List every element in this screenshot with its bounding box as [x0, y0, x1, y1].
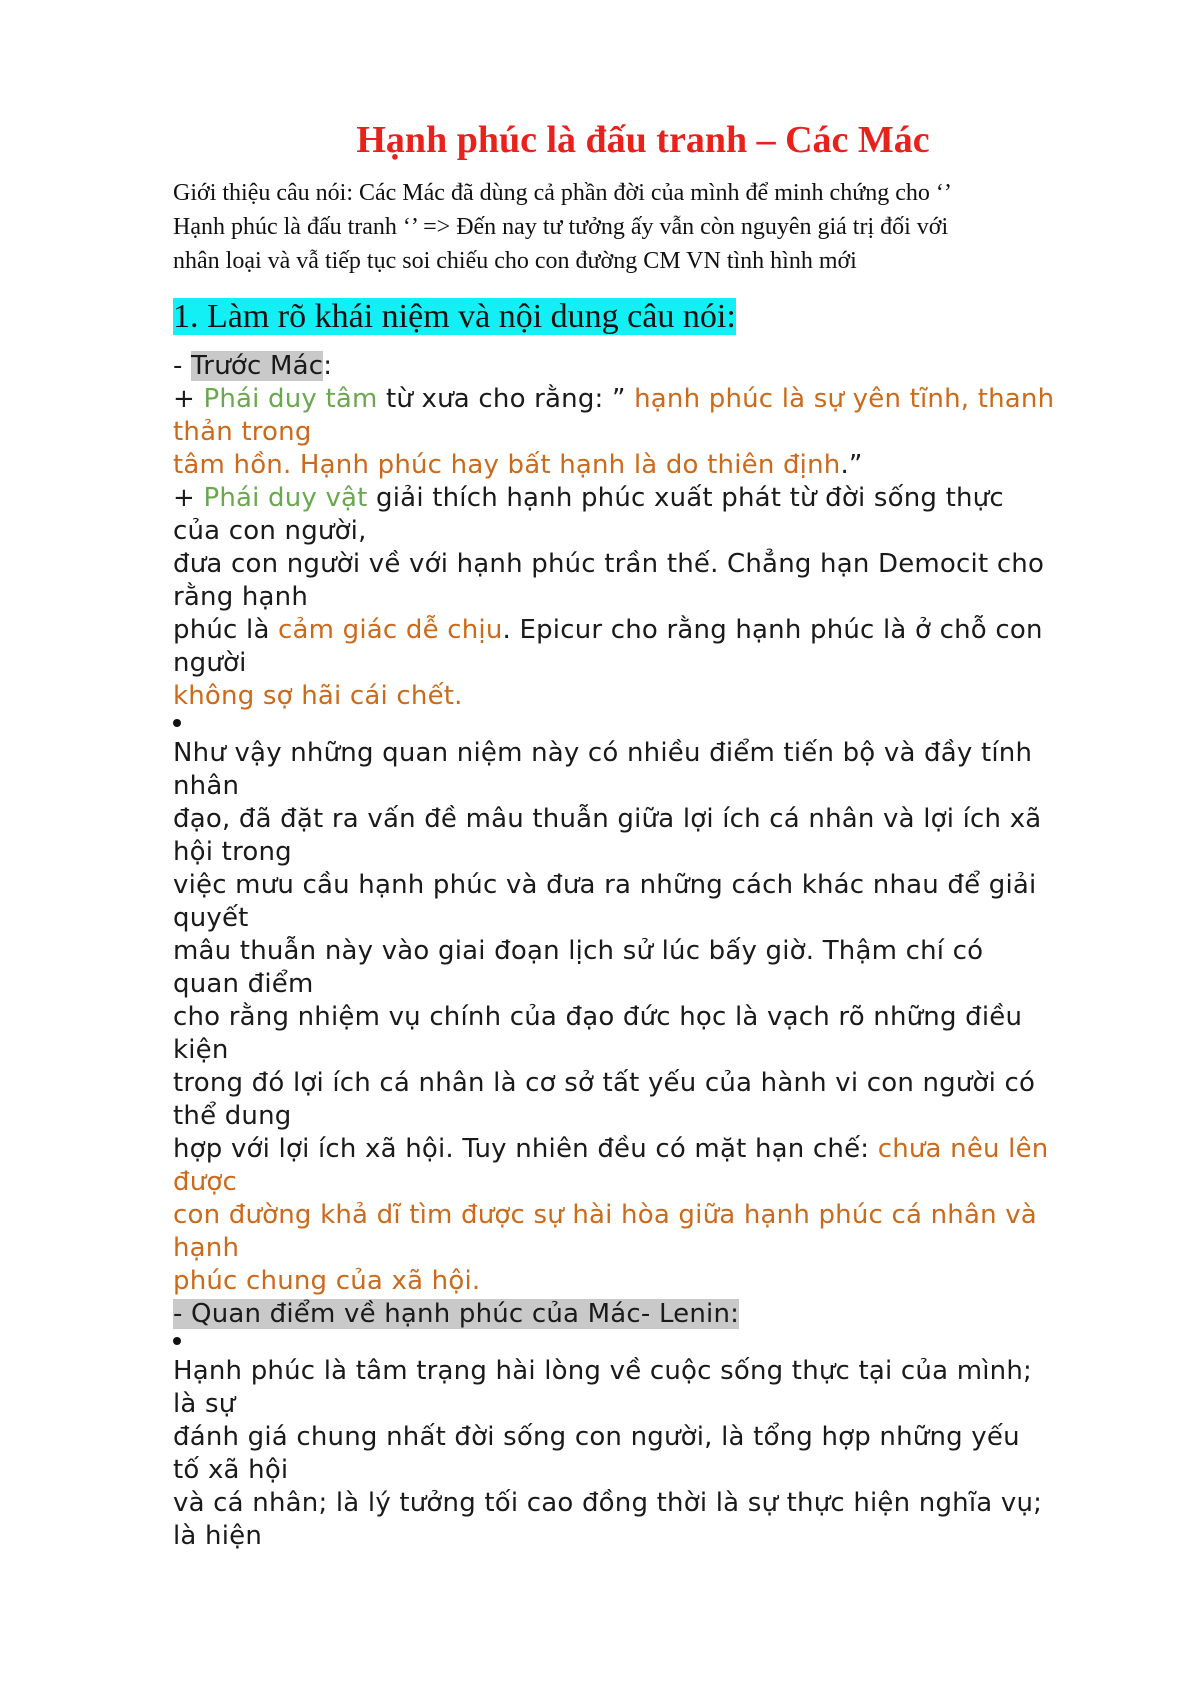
section-truoc-mac-label: Trước Mác [191, 351, 324, 381]
intro-line: nhân loại và vẫ tiếp tục soi chiếu cho con đường CM VN tình hình mới [173, 248, 857, 274]
duy-vat-line-2: của con người, [173, 516, 367, 546]
section-truoc-mac [173, 350, 1133, 383]
duy-vat-line-3: đưa con người về với hạnh phúc trần thế. Chẳng hạn Democit cho [173, 549, 1045, 579]
duy-vat-line-5 [173, 614, 1133, 647]
bullet-dot [173, 719, 181, 727]
paragraph-line: kiện [173, 1035, 229, 1065]
duy-vat-highlight: cảm giác dễ chịu [278, 615, 503, 645]
paragraph-line: đánh giá chung nhất đời sống con người, là tổng hợp những yếu [173, 1422, 1020, 1452]
paragraph-text: hợp với lợi ích xã hội. Tuy nhiên đều có mặt hạn chế: [173, 1134, 878, 1164]
section-mac-lenin [173, 1298, 1133, 1331]
paragraph-line: quyết [173, 903, 249, 933]
paragraph-line: hội trong [173, 837, 292, 867]
school-duy-vat: Phái duy vật [203, 483, 368, 513]
duy-vat-line-6: người [173, 648, 247, 678]
intro-paragraph [173, 176, 1133, 278]
duy-vat-line-4: rằng hạnh [173, 582, 309, 612]
limitation-line: hạnh [173, 1233, 240, 1263]
duy-tam-line-1 [173, 383, 1133, 416]
bullet [173, 713, 1133, 737]
duy-vat-text: giải thích hạnh phúc xuất phát từ đời sống thực [367, 483, 1004, 513]
limitation-line: con đường khả dĩ tìm được sự hài hòa giữa hạnh phúc cá nhân và [173, 1200, 1037, 1230]
duy-tam-line-2: thản trong [173, 417, 312, 447]
plus-prefix: + [173, 384, 204, 414]
duy-tam-quote-end: tâm hồn. Hạnh phúc hay bất hạnh là do thiên định [173, 450, 841, 480]
paragraph-line: mâu thuẫn này vào giai đoạn lịch sử lúc bấy giờ. Thậm chí có [173, 936, 984, 966]
paragraph-line: nhân [173, 771, 240, 801]
bullet [173, 1331, 1133, 1355]
document-page [173, 108, 1133, 1553]
paragraph-line: đạo, đã đặt ra vấn đề mâu thuẫn giữa lợi ích cá nhân và lợi ích xã [173, 804, 1042, 834]
duy-vat-line-7: không sợ hãi cái chết. [173, 681, 463, 711]
paragraph-line: là sự [173, 1389, 236, 1419]
section-mac-lenin-label: - Quan điểm về hạnh phúc của Mác- Lenin: [173, 1299, 740, 1329]
duy-vat-text: . Epicur cho rằng hạnh phúc là ở chỗ con [502, 615, 1043, 645]
bullet-dot [173, 1337, 181, 1345]
section-heading-1-text: 1. Làm rõ khái niệm và nội dung câu nói: [173, 298, 736, 335]
paragraph-line: cho rằng nhiệm vụ chính của đạo đức học là vạch rõ những điều [173, 1002, 1023, 1032]
paragraph-line: tố xã hội [173, 1455, 289, 1485]
limitation-line: phúc chung của xã hội. [173, 1266, 481, 1296]
duy-tam-line-3 [173, 449, 1133, 482]
paragraph-line [173, 1133, 1133, 1166]
paragraph-line: Như vậy những quan niệm này có nhiều điểm tiến bộ và đầy tính [173, 738, 1033, 768]
duy-vat-text: phúc là [173, 615, 279, 645]
dash-prefix: - [173, 351, 192, 381]
paragraph-line: trong đó lợi ích cá nhân là cơ sở tất yếu của hành vi con người có [173, 1068, 1036, 1098]
section-heading-1 [173, 292, 1133, 342]
paragraph-line: và cá nhân; là lý tưởng tối cao đồng thời là sự thực hiện nghĩa vụ; [173, 1488, 1043, 1518]
paragraph-line: là hiện [173, 1521, 262, 1551]
plus-prefix: + [173, 483, 204, 513]
duy-tam-quote: hạnh phúc là sự yên tĩnh, thanh [634, 384, 1055, 414]
paragraph-line: quan điểm [173, 969, 314, 999]
school-duy-tam: Phái duy tâm [203, 384, 378, 414]
document-body [173, 350, 1133, 1553]
paragraph-line: Hạnh phúc là tâm trạng hài lòng về cuộc sống thực tại của mình; [173, 1356, 1032, 1386]
paragraph-line: việc mưu cầu hạnh phúc và đưa ra những cách khác nhau để giải [173, 870, 1037, 900]
duy-tam-text: từ xưa cho rằng: ” [377, 384, 635, 414]
intro-line: Hạnh phúc là đấu tranh ‘’ => Đến nay tư tưởng ấy vẫn còn nguyên giá trị đối với [173, 214, 949, 240]
colon: : [323, 351, 333, 381]
limitation-line: được [173, 1167, 237, 1197]
document-title: Hạnh phúc là đấu tranh – Các Mác [356, 119, 930, 161]
duy-vat-line-1 [173, 482, 1133, 515]
limitation-highlight: chưa nêu lên [877, 1134, 1049, 1164]
quote-close: .” [840, 450, 863, 480]
paragraph-line: thể dung [173, 1101, 292, 1131]
intro-line: Giới thiệu câu nói: Các Mác đã dùng cả phần đời của mình để minh chứng cho ‘’ [173, 180, 952, 206]
